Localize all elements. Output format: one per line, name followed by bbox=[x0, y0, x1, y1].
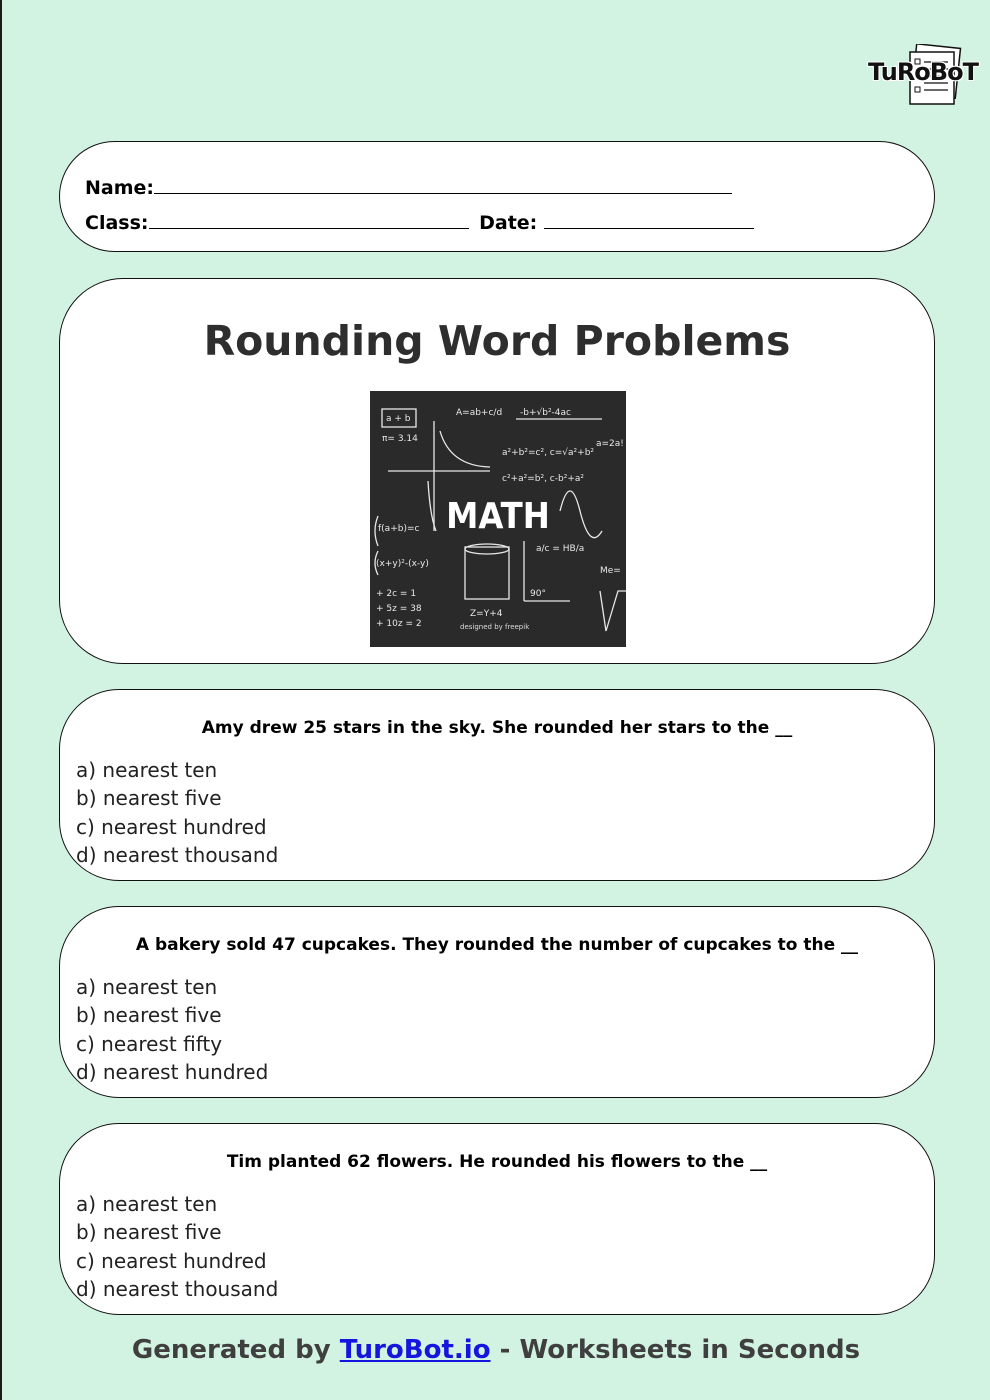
option-c[interactable]: c) nearest fifty bbox=[76, 1031, 223, 1056]
answer-options bbox=[76, 973, 268, 1086]
date-field[interactable] bbox=[544, 210, 754, 229]
answer-options bbox=[76, 756, 278, 869]
option-a[interactable]: a) nearest ten bbox=[76, 1192, 218, 1216]
name-field[interactable] bbox=[154, 175, 732, 194]
svg-text:(x+y)²-(x-y): (x+y)²-(x-y) bbox=[376, 559, 429, 569]
option-c[interactable]: c) nearest hundred bbox=[76, 814, 267, 839]
question-text: A bakery sold 47 cupcakes. They rounded the number of cupcakes to the __ bbox=[135, 935, 859, 955]
class-field[interactable] bbox=[149, 210, 469, 229]
option-c[interactable]: c) nearest hundred bbox=[76, 1248, 267, 1273]
math-label: MATH bbox=[446, 496, 550, 537]
svg-text:-b+√b²-4ac: -b+√b²-4ac bbox=[520, 408, 571, 418]
name-row bbox=[85, 175, 732, 199]
option-a[interactable]: a) nearest ten bbox=[76, 758, 218, 782]
image-credit: designed by freepik bbox=[460, 623, 530, 631]
class-label: Class: bbox=[85, 212, 149, 234]
svg-text:+ 10z = 2: + 10z = 2 bbox=[376, 619, 422, 629]
svg-text:a + b: a + b bbox=[386, 414, 411, 424]
question-text: Tim planted 62 flowers. He rounded his flowers to the __ bbox=[226, 1152, 768, 1172]
footer-prefix: Generated by bbox=[131, 1335, 340, 1365]
option-a[interactable]: a) nearest ten bbox=[76, 975, 218, 999]
turobot-logo bbox=[864, 44, 978, 112]
svg-text:A=ab+c/d: A=ab+c/d bbox=[456, 408, 503, 418]
svg-text:a=2a!: a=2a! bbox=[596, 439, 624, 449]
svg-text:90°: 90° bbox=[530, 589, 546, 599]
question-card bbox=[59, 906, 935, 1098]
answer-options bbox=[76, 1190, 278, 1303]
option-d[interactable]: d) nearest thousand bbox=[76, 842, 279, 867]
svg-text:a/c = HB/a: a/c = HB/a bbox=[536, 544, 585, 554]
class-date-row bbox=[85, 210, 754, 234]
svg-text:π= 3.14: π= 3.14 bbox=[382, 434, 418, 444]
title-card bbox=[59, 278, 935, 664]
svg-text:Me=: Me= bbox=[600, 566, 621, 576]
name-label: Name: bbox=[85, 177, 155, 199]
footer-suffix: - Worksheets in Seconds bbox=[490, 1335, 861, 1365]
svg-text:f(a+b)=c: f(a+b)=c bbox=[378, 524, 420, 534]
svg-text:+ 2c = 1: + 2c = 1 bbox=[376, 589, 417, 599]
svg-text:Z=Y+4: Z=Y+4 bbox=[470, 609, 503, 619]
date-label: Date: bbox=[479, 212, 538, 234]
svg-text:a²+b²=c², c=√a²+b²: a²+b²=c², c=√a²+b² bbox=[502, 448, 595, 458]
option-d[interactable]: d) nearest hundred bbox=[76, 1059, 269, 1084]
worksheet-title: Rounding Word Problems bbox=[203, 317, 791, 365]
option-b[interactable]: b) nearest five bbox=[76, 786, 222, 811]
turobot-link[interactable]: TuroBot.io bbox=[339, 1335, 491, 1365]
math-chalkboard-image bbox=[370, 391, 626, 647]
student-info-card bbox=[59, 141, 935, 252]
svg-text:c²+a²=b², c-b²+a²: c²+a²=b², c-b²+a² bbox=[502, 474, 584, 484]
option-d[interactable]: d) nearest thousand bbox=[76, 1276, 279, 1301]
svg-text:+ 5z = 38: + 5z = 38 bbox=[376, 604, 422, 614]
question-card bbox=[59, 1123, 935, 1315]
logo-text: TuRoBoT bbox=[868, 58, 978, 86]
question-text: Amy drew 25 stars in the sky. She rounded her stars to the __ bbox=[201, 718, 793, 738]
option-b[interactable]: b) nearest five bbox=[76, 1220, 222, 1245]
option-b[interactable]: b) nearest five bbox=[76, 1003, 222, 1028]
footer bbox=[2, 1335, 990, 1365]
question-card bbox=[59, 689, 935, 881]
